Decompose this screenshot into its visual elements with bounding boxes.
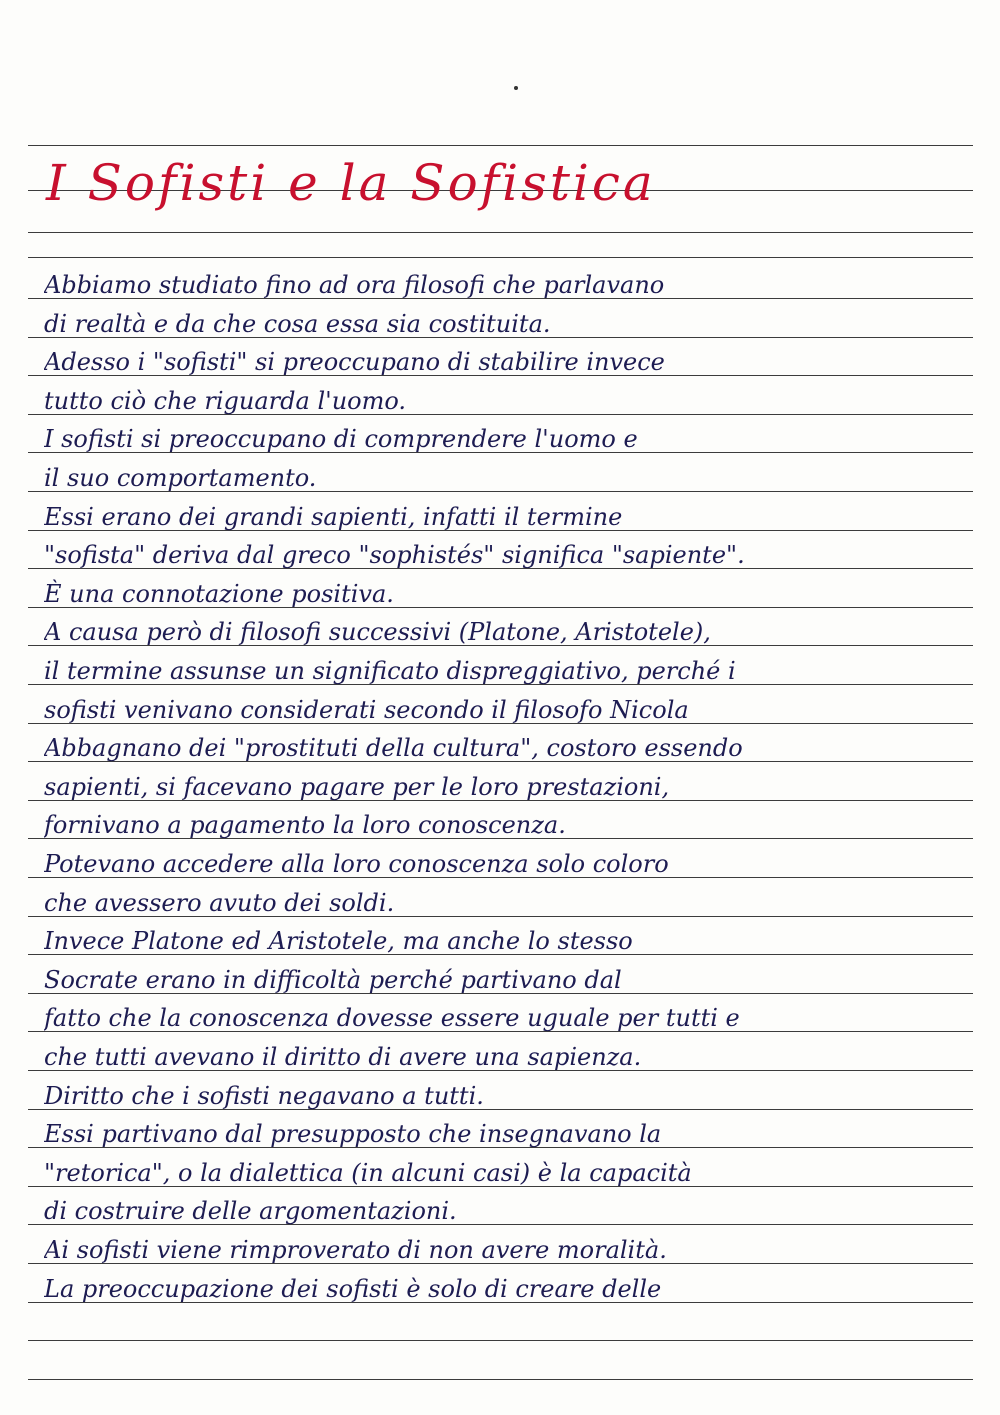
text-line: che avessero avuto dei soldi. [44, 889, 395, 917]
ruled-line [28, 232, 973, 233]
ruled-line [28, 1340, 973, 1341]
text-line: È una connotazione positiva. [44, 580, 394, 608]
ruled-line [28, 145, 973, 146]
text-line: sofisti venivano considerati secondo il filosofo Nicola [44, 696, 689, 724]
text-line: Abbiamo studiato fino ad ora filosofi che parlavano [44, 271, 665, 299]
ruled-line [28, 257, 973, 258]
text-line: Essi erano dei grandi sapienti, infatti il termine [44, 503, 623, 531]
text-line: il suo comportamento. [44, 464, 317, 492]
text-line: che tutti avevano il diritto di avere una sapienza. [44, 1043, 642, 1071]
text-line: di costruire delle argomentazioni. [44, 1197, 457, 1225]
text-line: Socrate erano in difficoltà perché partivano dal [44, 966, 622, 994]
ink-dot [514, 86, 518, 90]
text-line: Adesso i "sofisti" si preoccupano di stabilire invece [44, 348, 665, 376]
text-line: Essi partivano dal presupposto che insegnavano la [44, 1120, 662, 1148]
text-line: I sofisti si preoccupano di comprendere l'uomo e [44, 425, 638, 453]
text-line: tutto ciò che riguarda l'uomo. [44, 387, 407, 415]
text-line: "sofista" deriva dal greco "sophistés" significa "sapiente". [44, 541, 745, 569]
text-line: "retorica", o la dialettica (in alcuni casi) è la capacità [44, 1159, 692, 1187]
text-line: il termine assunse un significato dispreggiativo, perché i [44, 657, 736, 685]
text-line: fornivano a pagamento la loro conoscenza. [44, 811, 566, 839]
text-line: La preoccupazione dei sofisti è solo di creare delle [44, 1275, 662, 1303]
text-line: Ai sofisti viene rimproverato di non avere moralità. [44, 1236, 667, 1264]
text-line: Invece Platone ed Aristotele, ma anche lo stesso [44, 927, 633, 955]
text-line: fatto che la conoscenza dovesse essere uguale per tutti e [44, 1004, 740, 1032]
ruled-line [28, 1379, 973, 1380]
text-line: di realtà e da che cosa essa sia costituita. [44, 310, 551, 338]
text-line: A causa però di filosofi successivi (Platone, Aristotele), [44, 618, 711, 646]
text-line: Diritto che i sofisti negavano a tutti. [44, 1082, 484, 1110]
text-line: Potevano accedere alla loro conoscenza solo coloro [44, 850, 669, 878]
page-title: I Sofisti e la Sofistica [46, 154, 656, 212]
text-line: Abbagnano dei "prostituti della cultura", costoro essendo [44, 734, 743, 762]
text-line: sapienti, si facevano pagare per le loro prestazioni, [44, 773, 670, 801]
